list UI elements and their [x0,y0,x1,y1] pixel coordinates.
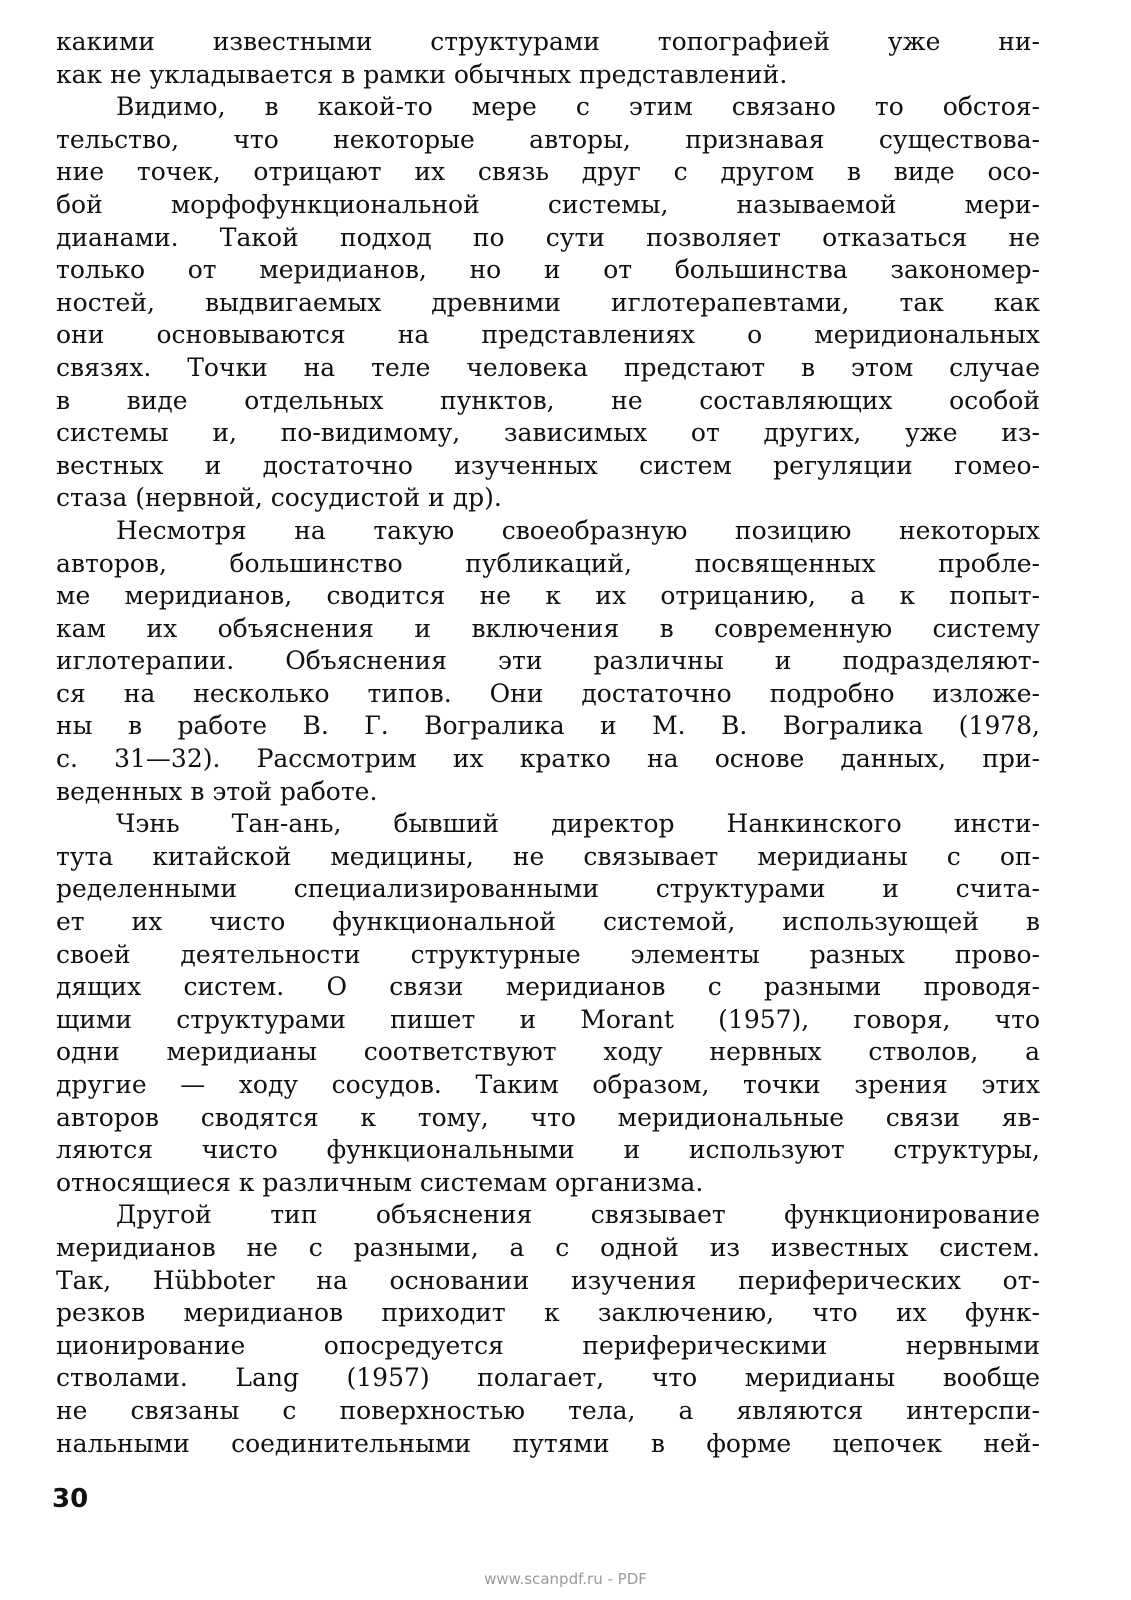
text-line: другие — ходу сосудов. Таким образом, точки зрения этих [56,1070,1040,1099]
text-line: стаза (нервной, сосудистой и др). [56,483,502,513]
text-line: системы и, по-видимому, зависимых от других, уже из- [56,418,1040,448]
text-line: авторов, большинство публикаций, посвященных пробле- [56,548,1040,578]
text-line: какими известными структурами топографией уже ни- [56,27,1040,56]
text-line: тельство, что некоторые авторы, признавая существова- [56,124,1040,154]
text-line: ние точек, отрицают их связь друг с другом в виде осо- [56,157,1040,187]
text-line: они основываются на представлениях о меридиональных [56,320,1040,350]
text-line: с. 31—32). Рассмотрим их кратко на основе данных, при- [56,744,1040,774]
text-line: ет их чисто функциональной системой, использующей в [56,907,1040,937]
text-line: ляются чисто функциональными и используют структуры, [56,1135,1040,1165]
text-line: вестных и достаточно изученных систем регуляции гомео- [56,450,1040,480]
text-line: дящих систем. О связи меридианов с разными проводя- [56,972,1040,1002]
text-line: одни меридианы соответствуют ходу нервных стволов, а [56,1037,1040,1067]
paragraph [56,26,1040,91]
text-line: связях. Точки на теле человека предстают в этом случае [56,352,1040,382]
watermark: www.scanpdf.ru - PDF [484,1570,647,1588]
text-line: ны в работе В. Г. Вогралика и М. В. Вогралика (1978, [56,711,1040,741]
page-number: 30 [52,1484,89,1514]
text-line: Чэнь Тан-ань, бывший директор Нанкинского инсти- [116,809,1040,839]
text-line: стволами. Lang (1957) полагает, что меридианы вообще [56,1363,1040,1393]
text-line: в виде отдельных пунктов, не составляющих особой [56,385,1040,415]
text-line: только от меридианов, но и от большинства закономер- [56,255,1040,285]
paragraph [56,91,1040,515]
paragraph [56,1199,1040,1460]
text-line: не связаны с поверхностью тела, а являются интерспи- [56,1395,1040,1425]
text-line: Видимо, в какой-то мере с этим связано то обстоя- [116,92,1040,122]
text-line: Так, Hübboter на основании изучения периферических от- [56,1265,1040,1295]
text-line: нальными соединительными путями в форме цепочек ней- [56,1428,1040,1458]
text-line: дианами. Такой подход по сути позволяет отказаться не [56,222,1040,252]
text-line: ностей, выдвигаемых древними иглотерапевтами, так как [56,287,1040,317]
text-line: кам их объяснения и включения в современную систему [56,613,1040,643]
paragraph [56,515,1040,808]
text-line: Несмотря на такую своеобразную позицию некоторых [116,515,1040,545]
text-line: ределенными специализированными структурами и счита- [56,874,1040,904]
text-line: как не укладывается в рамки обычных представлений. [56,59,788,89]
document-body [56,26,1040,1460]
text-line: резков меридианов приходит к заключению, что их функ- [56,1298,1040,1328]
text-line: бой морфофункциональной системы, называемой мери- [56,189,1040,219]
text-line: щими структурами пишет и Morant (1957), говоря, что [56,1004,1040,1034]
text-line: меридианов не с разными, а с одной из известных систем. [56,1232,1040,1262]
text-line: веденных в этой работе. [56,776,378,806]
text-line: авторов сводятся к тому, что меридиональные связи яв- [56,1102,1040,1132]
text-line: иглотерапии. Объяснения эти различны и подразделяют- [56,646,1040,676]
text-line: своей деятельности структурные элементы разных прово- [56,939,1040,969]
text-line: ся на несколько типов. Они достаточно подробно изложе- [56,678,1040,708]
text-line: ционирование опосредуется периферическими нервными [56,1330,1040,1360]
text-line: тута китайской медицины, не связывает меридианы с оп- [56,841,1040,871]
text-line: Другой тип объяснения связывает функционирование [116,1200,1040,1230]
text-line: относящиеся к различным системам организма. [56,1167,704,1197]
text-line: ме меридианов, сводится не к их отрицанию, а к попыт- [56,581,1040,611]
paragraph [56,808,1040,1199]
